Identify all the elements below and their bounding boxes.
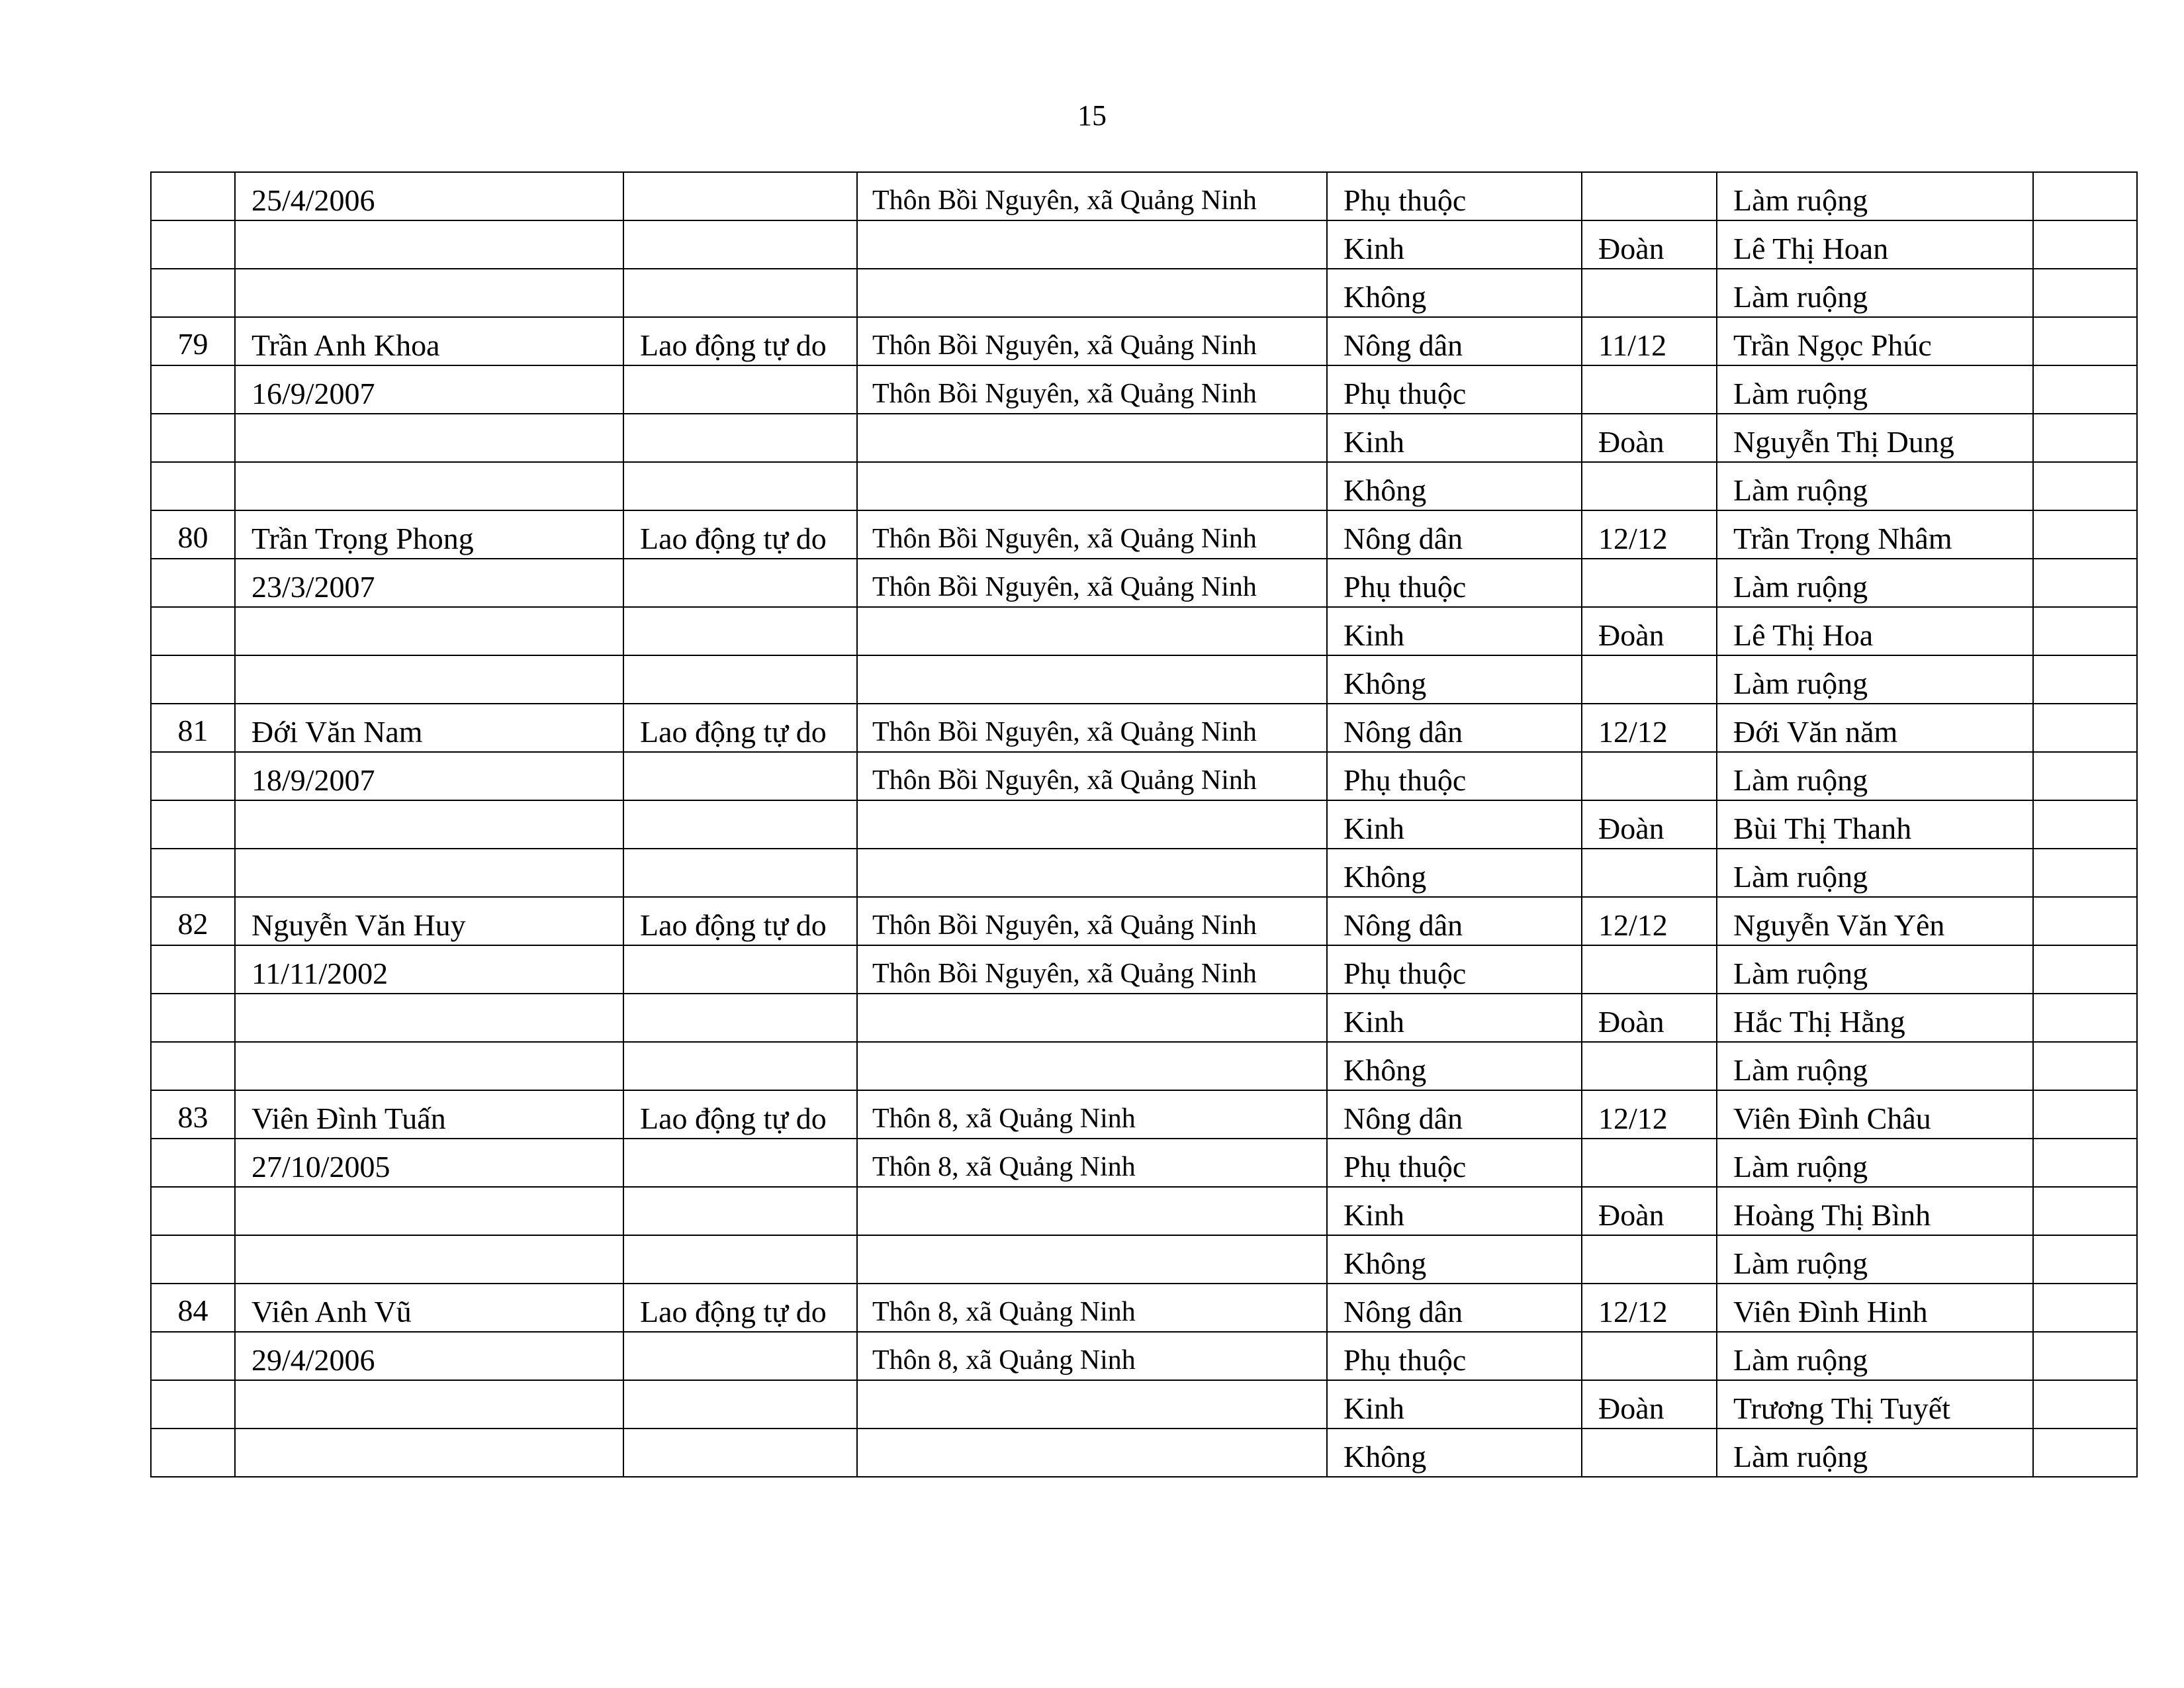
family-cell: Làm ruộng [1717, 269, 2033, 317]
family-cell: Trần Ngọc Phúc [1717, 317, 2033, 365]
note-cell [2033, 800, 2137, 849]
table-row [151, 559, 2137, 607]
occupation-cell: Lao động tự do [623, 510, 857, 559]
status-cell: Kinh [1327, 220, 1582, 269]
table-row [151, 269, 2137, 317]
status-cell: Nông dân [1327, 1090, 1582, 1139]
status-cell: Nông dân [1327, 704, 1582, 752]
education-cell: 12/12 [1582, 510, 1717, 559]
status-cell: Không [1327, 1235, 1582, 1284]
education-cell [1582, 1332, 1717, 1380]
education-cell: Đoàn [1582, 607, 1717, 655]
occupation-cell [623, 559, 857, 607]
table-row [151, 752, 2137, 800]
education-cell [1582, 1139, 1717, 1187]
table-row [151, 1380, 2137, 1429]
name-dob-cell: Viên Đình Tuấn [235, 1090, 623, 1139]
status-cell: Nông dân [1327, 897, 1582, 945]
note-cell [2033, 365, 2137, 414]
education-cell [1582, 172, 1717, 220]
name-dob-cell [235, 1187, 623, 1235]
name-dob-cell: 27/10/2005 [235, 1139, 623, 1187]
table-row [151, 1429, 2137, 1477]
occupation-cell [623, 655, 857, 704]
education-cell [1582, 1429, 1717, 1477]
family-cell: Hoàng Thị Bình [1717, 1187, 2033, 1235]
occupation-cell [623, 1235, 857, 1284]
address-cell [857, 655, 1327, 704]
stt-cell [151, 1235, 235, 1284]
note-cell [2033, 1284, 2137, 1332]
status-cell: Không [1327, 462, 1582, 510]
address-cell [857, 1429, 1327, 1477]
table-row [151, 414, 2137, 462]
occupation-cell: Lao động tự do [623, 1284, 857, 1332]
family-cell: Viên Đình Châu [1717, 1090, 2033, 1139]
stt-cell: 79 [151, 317, 235, 365]
note-cell [2033, 897, 2137, 945]
address-cell: Thôn Bồi Nguyên, xã Quảng Ninh [857, 172, 1327, 220]
occupation-cell [623, 220, 857, 269]
status-cell: Kinh [1327, 1187, 1582, 1235]
occupation-cell [623, 752, 857, 800]
occupation-cell [623, 1139, 857, 1187]
table-row [151, 704, 2137, 752]
note-cell [2033, 752, 2137, 800]
table-row [151, 994, 2137, 1042]
status-cell: Kinh [1327, 800, 1582, 849]
note-cell [2033, 1235, 2137, 1284]
education-cell [1582, 365, 1717, 414]
stt-cell [151, 365, 235, 414]
table-row [151, 510, 2137, 559]
note-cell [2033, 704, 2137, 752]
family-cell: Làm ruộng [1717, 849, 2033, 897]
education-cell [1582, 1235, 1717, 1284]
table-row [151, 365, 2137, 414]
status-cell: Phụ thuộc [1327, 752, 1582, 800]
family-cell: Làm ruộng [1717, 752, 2033, 800]
address-cell: Thôn Bồi Nguyên, xã Quảng Ninh [857, 945, 1327, 994]
address-cell [857, 1187, 1327, 1235]
stt-cell [151, 462, 235, 510]
name-dob-cell: Viên Anh Vũ [235, 1284, 623, 1332]
note-cell [2033, 1429, 2137, 1477]
status-cell: Phụ thuộc [1327, 1332, 1582, 1380]
family-cell: Làm ruộng [1717, 172, 2033, 220]
occupation-cell [623, 945, 857, 994]
occupation-cell: Lao động tự do [623, 897, 857, 945]
status-cell: Không [1327, 655, 1582, 704]
family-cell: Làm ruộng [1717, 1332, 2033, 1380]
address-cell: Thôn Bồi Nguyên, xã Quảng Ninh [857, 559, 1327, 607]
name-dob-cell [235, 655, 623, 704]
name-dob-cell [235, 1042, 623, 1090]
stt-cell: 82 [151, 897, 235, 945]
status-cell: Phụ thuộc [1327, 1139, 1582, 1187]
table-row [151, 317, 2137, 365]
address-cell: Thôn 8, xã Quảng Ninh [857, 1284, 1327, 1332]
stt-cell: 80 [151, 510, 235, 559]
address-cell: Thôn Bồi Nguyên, xã Quảng Ninh [857, 704, 1327, 752]
education-cell: 12/12 [1582, 1090, 1717, 1139]
education-cell: 12/12 [1582, 1284, 1717, 1332]
address-cell: Thôn 8, xã Quảng Ninh [857, 1090, 1327, 1139]
education-cell [1582, 559, 1717, 607]
status-cell: Nông dân [1327, 510, 1582, 559]
occupation-cell [623, 414, 857, 462]
stt-cell [151, 1139, 235, 1187]
address-cell: Thôn Bồi Nguyên, xã Quảng Ninh [857, 317, 1327, 365]
occupation-cell [623, 1332, 857, 1380]
education-cell [1582, 945, 1717, 994]
table-row [151, 1235, 2137, 1284]
occupation-cell [623, 1429, 857, 1477]
address-cell [857, 269, 1327, 317]
table-row [151, 1332, 2137, 1380]
stt-cell [151, 1380, 235, 1429]
note-cell [2033, 1139, 2137, 1187]
occupation-cell [623, 172, 857, 220]
education-cell: Đoàn [1582, 800, 1717, 849]
stt-cell [151, 1187, 235, 1235]
family-cell: Làm ruộng [1717, 1429, 2033, 1477]
status-cell: Kinh [1327, 1380, 1582, 1429]
stt-cell [151, 607, 235, 655]
address-cell [857, 1235, 1327, 1284]
family-cell: Làm ruộng [1717, 365, 2033, 414]
occupation-cell [623, 1042, 857, 1090]
occupation-cell [623, 800, 857, 849]
table-row [151, 1139, 2137, 1187]
family-cell: Nguyễn Thị Dung [1717, 414, 2033, 462]
education-cell: Đoàn [1582, 1187, 1717, 1235]
status-cell: Không [1327, 269, 1582, 317]
table-row [151, 220, 2137, 269]
address-cell [857, 220, 1327, 269]
stt-cell: 84 [151, 1284, 235, 1332]
family-cell: Làm ruộng [1717, 559, 2033, 607]
name-dob-cell: Nguyễn Văn Huy [235, 897, 623, 945]
education-cell: Đoàn [1582, 1380, 1717, 1429]
note-cell [2033, 414, 2137, 462]
education-cell [1582, 1042, 1717, 1090]
note-cell [2033, 849, 2137, 897]
education-cell [1582, 269, 1717, 317]
stt-cell [151, 752, 235, 800]
stt-cell [151, 1042, 235, 1090]
education-cell: Đoàn [1582, 220, 1717, 269]
family-cell: Làm ruộng [1717, 945, 2033, 994]
status-cell: Kinh [1327, 607, 1582, 655]
stt-cell [151, 655, 235, 704]
education-cell: Đoàn [1582, 414, 1717, 462]
table-row [151, 800, 2137, 849]
family-cell: Lê Thị Hoa [1717, 607, 2033, 655]
occupation-cell [623, 462, 857, 510]
stt-cell: 83 [151, 1090, 235, 1139]
address-cell [857, 414, 1327, 462]
education-cell [1582, 462, 1717, 510]
note-cell [2033, 220, 2137, 269]
status-cell: Kinh [1327, 994, 1582, 1042]
name-dob-cell [235, 800, 623, 849]
note-cell [2033, 1187, 2137, 1235]
address-cell [857, 607, 1327, 655]
family-cell: Làm ruộng [1717, 1235, 2033, 1284]
stt-cell [151, 559, 235, 607]
occupation-cell [623, 849, 857, 897]
education-cell [1582, 752, 1717, 800]
occupation-cell [623, 994, 857, 1042]
education-cell [1582, 655, 1717, 704]
education-cell: 11/12 [1582, 317, 1717, 365]
note-cell [2033, 1332, 2137, 1380]
address-cell: Thôn Bồi Nguyên, xã Quảng Ninh [857, 510, 1327, 559]
address-cell: Thôn 8, xã Quảng Ninh [857, 1139, 1327, 1187]
occupation-cell [623, 269, 857, 317]
note-cell [2033, 269, 2137, 317]
family-cell: Bùi Thị Thanh [1717, 800, 2033, 849]
status-cell: Không [1327, 849, 1582, 897]
occupation-cell: Lao động tự do [623, 1090, 857, 1139]
page-number: 15 [1077, 99, 1107, 132]
table-row [151, 1090, 2137, 1139]
family-cell: Lê Thị Hoan [1717, 220, 2033, 269]
stt-cell: 81 [151, 704, 235, 752]
status-cell: Không [1327, 1429, 1582, 1477]
table-row [151, 1042, 2137, 1090]
note-cell [2033, 462, 2137, 510]
status-cell: Nông dân [1327, 1284, 1582, 1332]
occupation-cell [623, 1380, 857, 1429]
stt-cell [151, 220, 235, 269]
family-cell: Trương Thị Tuyết [1717, 1380, 2033, 1429]
education-cell: 12/12 [1582, 704, 1717, 752]
stt-cell [151, 994, 235, 1042]
occupation-cell: Lao động tự do [623, 317, 857, 365]
name-dob-cell [235, 1380, 623, 1429]
name-dob-cell: 29/4/2006 [235, 1332, 623, 1380]
name-dob-cell [235, 414, 623, 462]
name-dob-cell [235, 462, 623, 510]
name-dob-cell: Trần Trọng Phong [235, 510, 623, 559]
note-cell [2033, 607, 2137, 655]
roster-body [151, 172, 2137, 1477]
name-dob-cell [235, 220, 623, 269]
note-cell [2033, 1090, 2137, 1139]
family-cell: Làm ruộng [1717, 462, 2033, 510]
family-cell: Viên Đình Hinh [1717, 1284, 2033, 1332]
occupation-cell [623, 607, 857, 655]
occupation-cell [623, 1187, 857, 1235]
name-dob-cell: 25/4/2006 [235, 172, 623, 220]
table-row [151, 655, 2137, 704]
note-cell [2033, 559, 2137, 607]
stt-cell [151, 800, 235, 849]
name-dob-cell [235, 994, 623, 1042]
name-dob-cell: Đới Văn Nam [235, 704, 623, 752]
note-cell [2033, 994, 2137, 1042]
occupation-cell [623, 365, 857, 414]
address-cell [857, 1042, 1327, 1090]
note-cell [2033, 1380, 2137, 1429]
name-dob-cell: 16/9/2007 [235, 365, 623, 414]
status-cell: Phụ thuộc [1327, 365, 1582, 414]
address-cell [857, 1380, 1327, 1429]
name-dob-cell [235, 1429, 623, 1477]
note-cell [2033, 945, 2137, 994]
address-cell [857, 462, 1327, 510]
stt-cell [151, 945, 235, 994]
table-row [151, 849, 2137, 897]
status-cell: Phụ thuộc [1327, 559, 1582, 607]
family-cell: Làm ruộng [1717, 655, 2033, 704]
family-cell: Hắc Thị Hằng [1717, 994, 2033, 1042]
family-cell: Trần Trọng Nhâm [1717, 510, 2033, 559]
table-row [151, 462, 2137, 510]
occupation-cell: Lao động tự do [623, 704, 857, 752]
note-cell [2033, 172, 2137, 220]
stt-cell [151, 172, 235, 220]
address-cell: Thôn Bồi Nguyên, xã Quảng Ninh [857, 752, 1327, 800]
name-dob-cell: Trần Anh Khoa [235, 317, 623, 365]
note-cell [2033, 1042, 2137, 1090]
table-row [151, 897, 2137, 945]
address-cell [857, 849, 1327, 897]
note-cell [2033, 655, 2137, 704]
address-cell: Thôn Bồi Nguyên, xã Quảng Ninh [857, 365, 1327, 414]
status-cell: Phụ thuộc [1327, 172, 1582, 220]
stt-cell [151, 414, 235, 462]
education-cell: Đoàn [1582, 994, 1717, 1042]
stt-cell [151, 1429, 235, 1477]
table-row [151, 1187, 2137, 1235]
stt-cell [151, 269, 235, 317]
education-cell: 12/12 [1582, 897, 1717, 945]
name-dob-cell [235, 607, 623, 655]
stt-cell [151, 1332, 235, 1380]
address-cell [857, 994, 1327, 1042]
family-cell: Làm ruộng [1717, 1139, 2033, 1187]
table-row [151, 607, 2137, 655]
status-cell: Kinh [1327, 414, 1582, 462]
family-cell: Đới Văn năm [1717, 704, 2033, 752]
status-cell: Phụ thuộc [1327, 945, 1582, 994]
table-row [151, 945, 2137, 994]
name-dob-cell [235, 849, 623, 897]
address-cell: Thôn Bồi Nguyên, xã Quảng Ninh [857, 897, 1327, 945]
name-dob-cell [235, 1235, 623, 1284]
stt-cell [151, 849, 235, 897]
name-dob-cell [235, 269, 623, 317]
name-dob-cell: 11/11/2002 [235, 945, 623, 994]
education-cell [1582, 849, 1717, 897]
name-dob-cell: 23/3/2007 [235, 559, 623, 607]
family-cell: Nguyễn Văn Yên [1717, 897, 2033, 945]
note-cell [2033, 317, 2137, 365]
table-row [151, 1284, 2137, 1332]
status-cell: Nông dân [1327, 317, 1582, 365]
table-row [151, 172, 2137, 220]
name-dob-cell: 18/9/2007 [235, 752, 623, 800]
note-cell [2033, 510, 2137, 559]
address-cell [857, 800, 1327, 849]
status-cell: Không [1327, 1042, 1582, 1090]
family-cell: Làm ruộng [1717, 1042, 2033, 1090]
roster-table [150, 171, 2138, 1477]
address-cell: Thôn 8, xã Quảng Ninh [857, 1332, 1327, 1380]
